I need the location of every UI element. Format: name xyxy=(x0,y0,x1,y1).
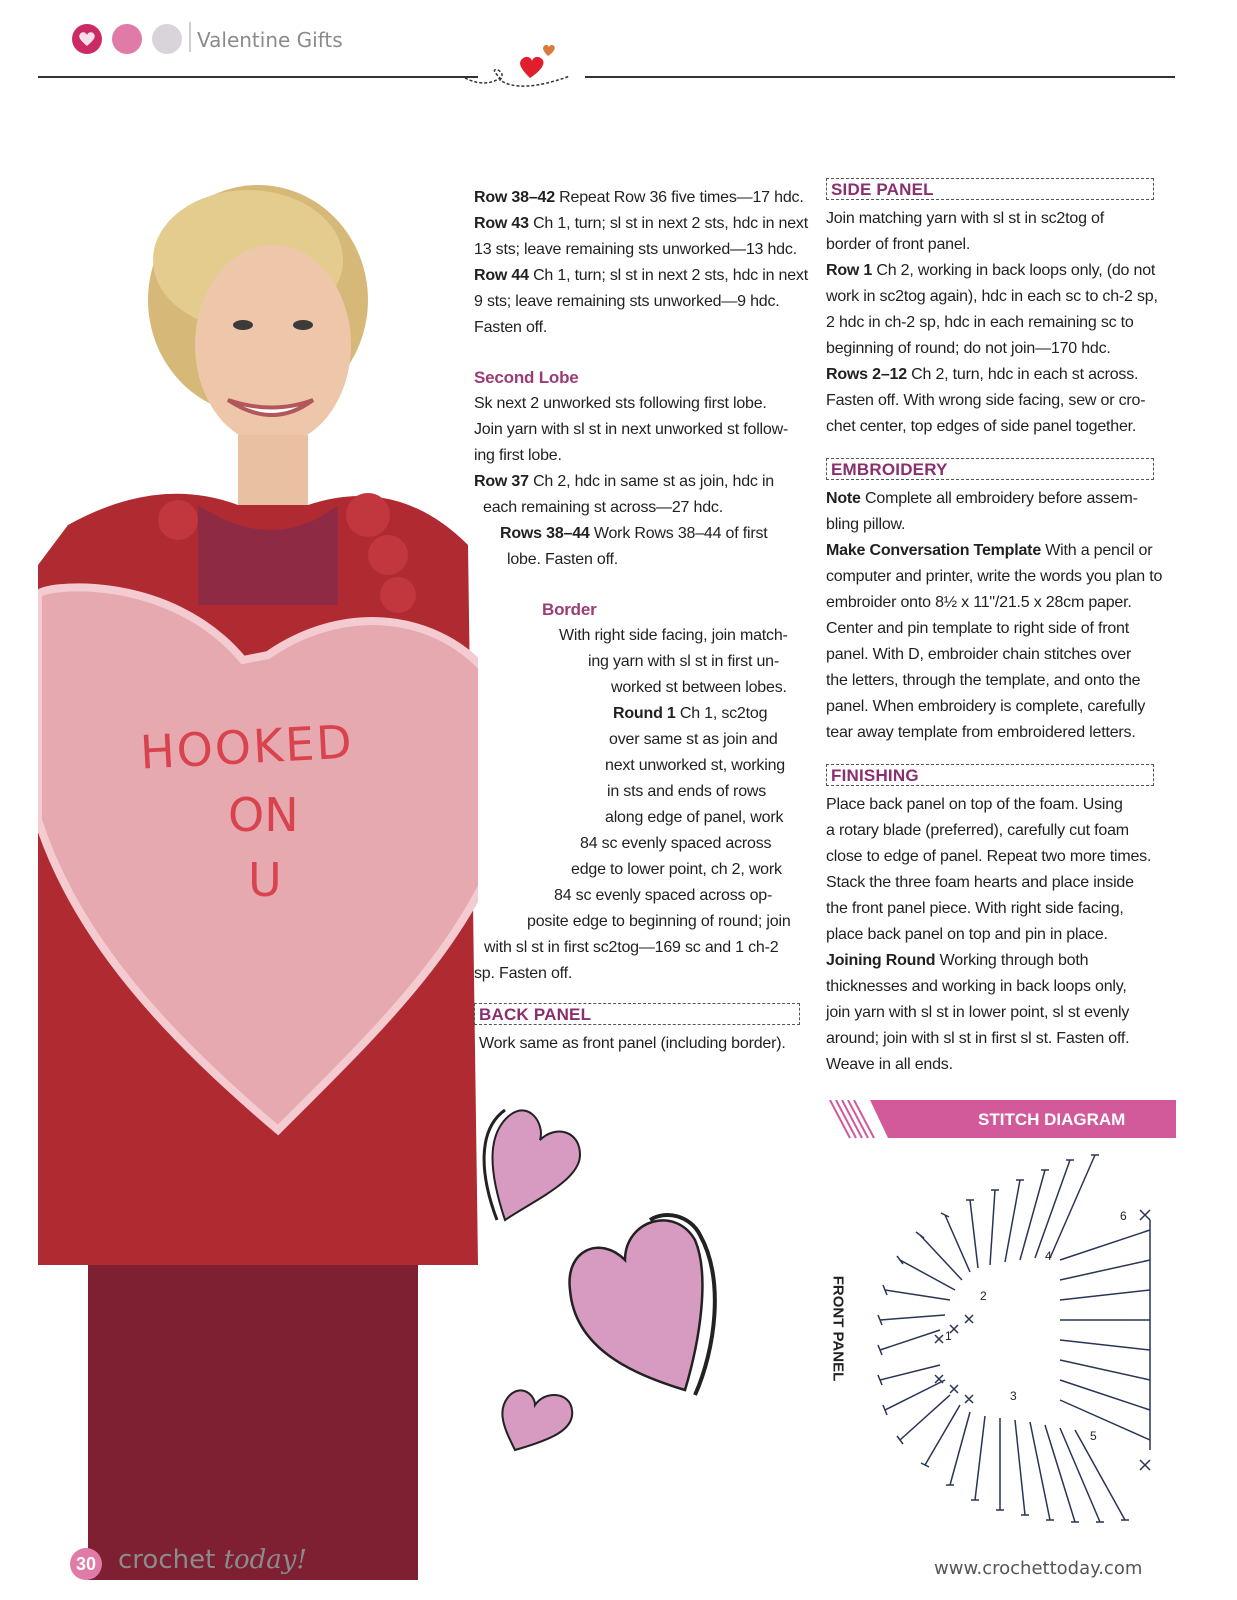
finishing-line: place back panel on top and pin in place. xyxy=(826,926,1108,943)
side-panel-heading: SIDE PANEL xyxy=(826,178,1154,200)
finishing-line: Place back panel on top of the foam. Using xyxy=(826,796,1123,813)
second-lobe-heading: Second Lobe xyxy=(474,368,579,387)
round1-line: 84 sc evenly spaced across op- xyxy=(554,887,773,904)
header-rule-right xyxy=(585,76,1175,78)
model-photo xyxy=(38,185,478,1580)
stitch-diagram-title: STITCH DIAGRAM xyxy=(978,1110,1126,1129)
round1-line: edge to lower point, ch 2, work xyxy=(571,861,782,878)
round1-line: 84 sc evenly spaced across xyxy=(580,835,772,852)
magazine-name-script: today! xyxy=(223,1545,307,1575)
joining-line: Weave in all ends. xyxy=(826,1056,953,1073)
row43-label: Row 43 xyxy=(474,215,529,232)
magazine-logo xyxy=(118,1545,307,1575)
round1-line: with sl st in first sc2tog—169 sc and 1 ch-2 xyxy=(484,939,779,956)
round1-label: Round 1 xyxy=(613,705,676,722)
template-text: With a pencil or xyxy=(1045,542,1153,559)
row1-line: beginning of round; do not join—170 hdc. xyxy=(826,340,1111,357)
template-line: computer and printer, write the words you plan to xyxy=(826,568,1163,585)
border-line: With right side facing, join match- xyxy=(559,627,788,644)
joining-line: around; join with sl st in first sl st. Fasten off. xyxy=(826,1030,1130,1047)
finishing-line: close to edge of panel. Repeat two more times. xyxy=(826,848,1152,865)
border-heading: Border xyxy=(542,600,597,619)
round1-line: next unworked st, working xyxy=(605,757,785,774)
rows3844-label: Rows 38–44 xyxy=(500,525,590,542)
template-line: panel. With D, embroider chain stitches over xyxy=(826,646,1132,663)
finishing-heading: FINISHING xyxy=(826,764,1154,786)
template-line: panel. When embroidery is complete, carefully xyxy=(826,698,1146,715)
template-line: tear away template from embroidered letters. xyxy=(826,724,1136,741)
rows212-text: Ch 2, turn, hdc in each st across. xyxy=(911,366,1139,383)
row37-label: Row 37 xyxy=(474,473,529,490)
magazine-name: crochet xyxy=(118,1545,216,1575)
rows3844-text-cont: lobe. Fasten off. xyxy=(507,551,619,568)
header-separator-bar xyxy=(189,22,191,52)
border-line: ing yarn with sl st in first un- xyxy=(588,653,779,670)
pillow-text-line1: HOOKED xyxy=(138,714,355,780)
side-panel-line: border of front panel. xyxy=(826,236,971,253)
pillow-text-line3: U xyxy=(248,853,282,907)
note-text: Complete all embroidery before assem- xyxy=(865,490,1138,507)
back-panel-text: Work same as front panel (including border). xyxy=(479,1035,786,1052)
row1-label: Row 1 xyxy=(826,262,873,279)
round1-line: over same st as join and xyxy=(609,731,778,748)
template-line: Center and pin template to right side of front xyxy=(826,620,1129,637)
header-rule-left xyxy=(38,76,478,78)
finishing-line: Stack the three foam hearts and place inside xyxy=(826,874,1134,891)
joining-label: Joining Round xyxy=(826,952,936,969)
template-line: the letters, through the template, and onto the xyxy=(826,672,1141,689)
joining-text: Working through both xyxy=(939,952,1089,969)
decorative-heart-icon xyxy=(490,1370,590,1460)
diagram-number-2: 2 xyxy=(980,1289,987,1303)
row1-line: 2 hdc in ch-2 sp, hdc in each remaining sc to xyxy=(826,314,1134,331)
finishing-line: a rotary blade (preferred), carefully cut foam xyxy=(826,822,1129,839)
round1-line: in sts and ends of rows xyxy=(607,783,767,800)
front-panel-label: FRONT PANEL xyxy=(829,1275,847,1382)
left-column xyxy=(474,185,808,1057)
row38-text: Repeat Row 36 five times—17 hdc. xyxy=(559,189,804,206)
row1-line: work in sc2tog again), hdc in each sc to ch-2 sp, xyxy=(826,288,1158,305)
finishing-line: the front panel piece. With right side facing, xyxy=(826,900,1124,917)
stitch-diagram xyxy=(850,1150,1170,1530)
row44-label: Row 44 xyxy=(474,267,529,284)
second-lobe-line: Sk next 2 unworked sts following first lobe. xyxy=(474,395,767,412)
pillow-text-line2: ON xyxy=(228,788,299,842)
row37-text-cont: each remaining st across—27 hdc. xyxy=(483,499,723,516)
diagram-number-5: 5 xyxy=(1090,1429,1097,1443)
embroidery-heading: EMBROIDERY xyxy=(826,458,1154,480)
row37-text: Ch 2, hdc in same st as join, hdc in xyxy=(533,473,775,490)
round1-line: posite edge to beginning of round; join xyxy=(527,913,791,930)
second-lobe-line: ing first lobe. xyxy=(474,447,562,464)
note-label: Note xyxy=(826,490,861,507)
note-text-cont: bling pillow. xyxy=(826,516,906,533)
heart-icon xyxy=(78,31,96,47)
side-panel-line: Join matching yarn with sl st in sc2tog of xyxy=(826,210,1104,227)
right-column xyxy=(826,178,1163,1078)
header-dot-3 xyxy=(152,24,182,54)
hearts-ornament-icon xyxy=(460,38,590,93)
website-url: www.crochettoday.com xyxy=(934,1558,1143,1579)
header-dot-2 xyxy=(112,24,142,54)
template-label: Make Conversation Template xyxy=(826,542,1042,559)
row38-label: Row 38–42 xyxy=(474,189,555,206)
rows212-line: chet center, top edges of side panel together. xyxy=(826,418,1137,435)
rows212-line: Fasten off. With wrong side facing, sew or cro- xyxy=(826,392,1146,409)
round1-text: Ch 1, sc2tog xyxy=(679,705,768,722)
row43-text: Ch 1, turn; sl st in next 2 sts, hdc in next xyxy=(533,215,808,232)
round1-line: sp. Fasten off. xyxy=(474,965,573,982)
joining-line: thicknesses and working in back loops only, xyxy=(826,978,1127,995)
row1-text: Ch 2, working in back loops only, (do not xyxy=(876,262,1156,279)
row43-text-cont: 13 sts; leave remaining sts unworked—13 hdc. xyxy=(474,241,797,258)
rows3844-text: Work Rows 38–44 of first xyxy=(593,525,768,542)
rows212-label: Rows 2–12 xyxy=(826,366,907,383)
diagram-number-4: 4 xyxy=(1045,1249,1052,1263)
section-title: Valentine Gifts xyxy=(197,28,343,52)
back-panel-heading: BACK PANEL xyxy=(474,1003,800,1025)
row44-text-cont: 9 sts; leave remaining sts unworked—9 hdc. xyxy=(474,293,780,310)
page-number: 30 xyxy=(76,1554,97,1574)
round1-line: along edge of panel, work xyxy=(605,809,784,826)
joining-line: join yarn with sl st in lower point, sl st evenly xyxy=(826,1004,1130,1021)
diagram-number-3: 3 xyxy=(1010,1389,1017,1403)
row44-text: Ch 1, turn; sl st in next 2 sts, hdc in next xyxy=(533,267,808,284)
diagram-number-6: 6 xyxy=(1120,1209,1127,1223)
second-lobe-line: Join yarn with sl st in next unworked st follow- xyxy=(474,421,789,438)
diagram-number-1: 1 xyxy=(945,1329,952,1343)
border-line: worked st between lobes. xyxy=(611,679,787,696)
template-line: embroider onto 8½ x 11"/21.5 x 28cm paper. xyxy=(826,594,1132,611)
fasten-off: Fasten off. xyxy=(474,319,548,336)
